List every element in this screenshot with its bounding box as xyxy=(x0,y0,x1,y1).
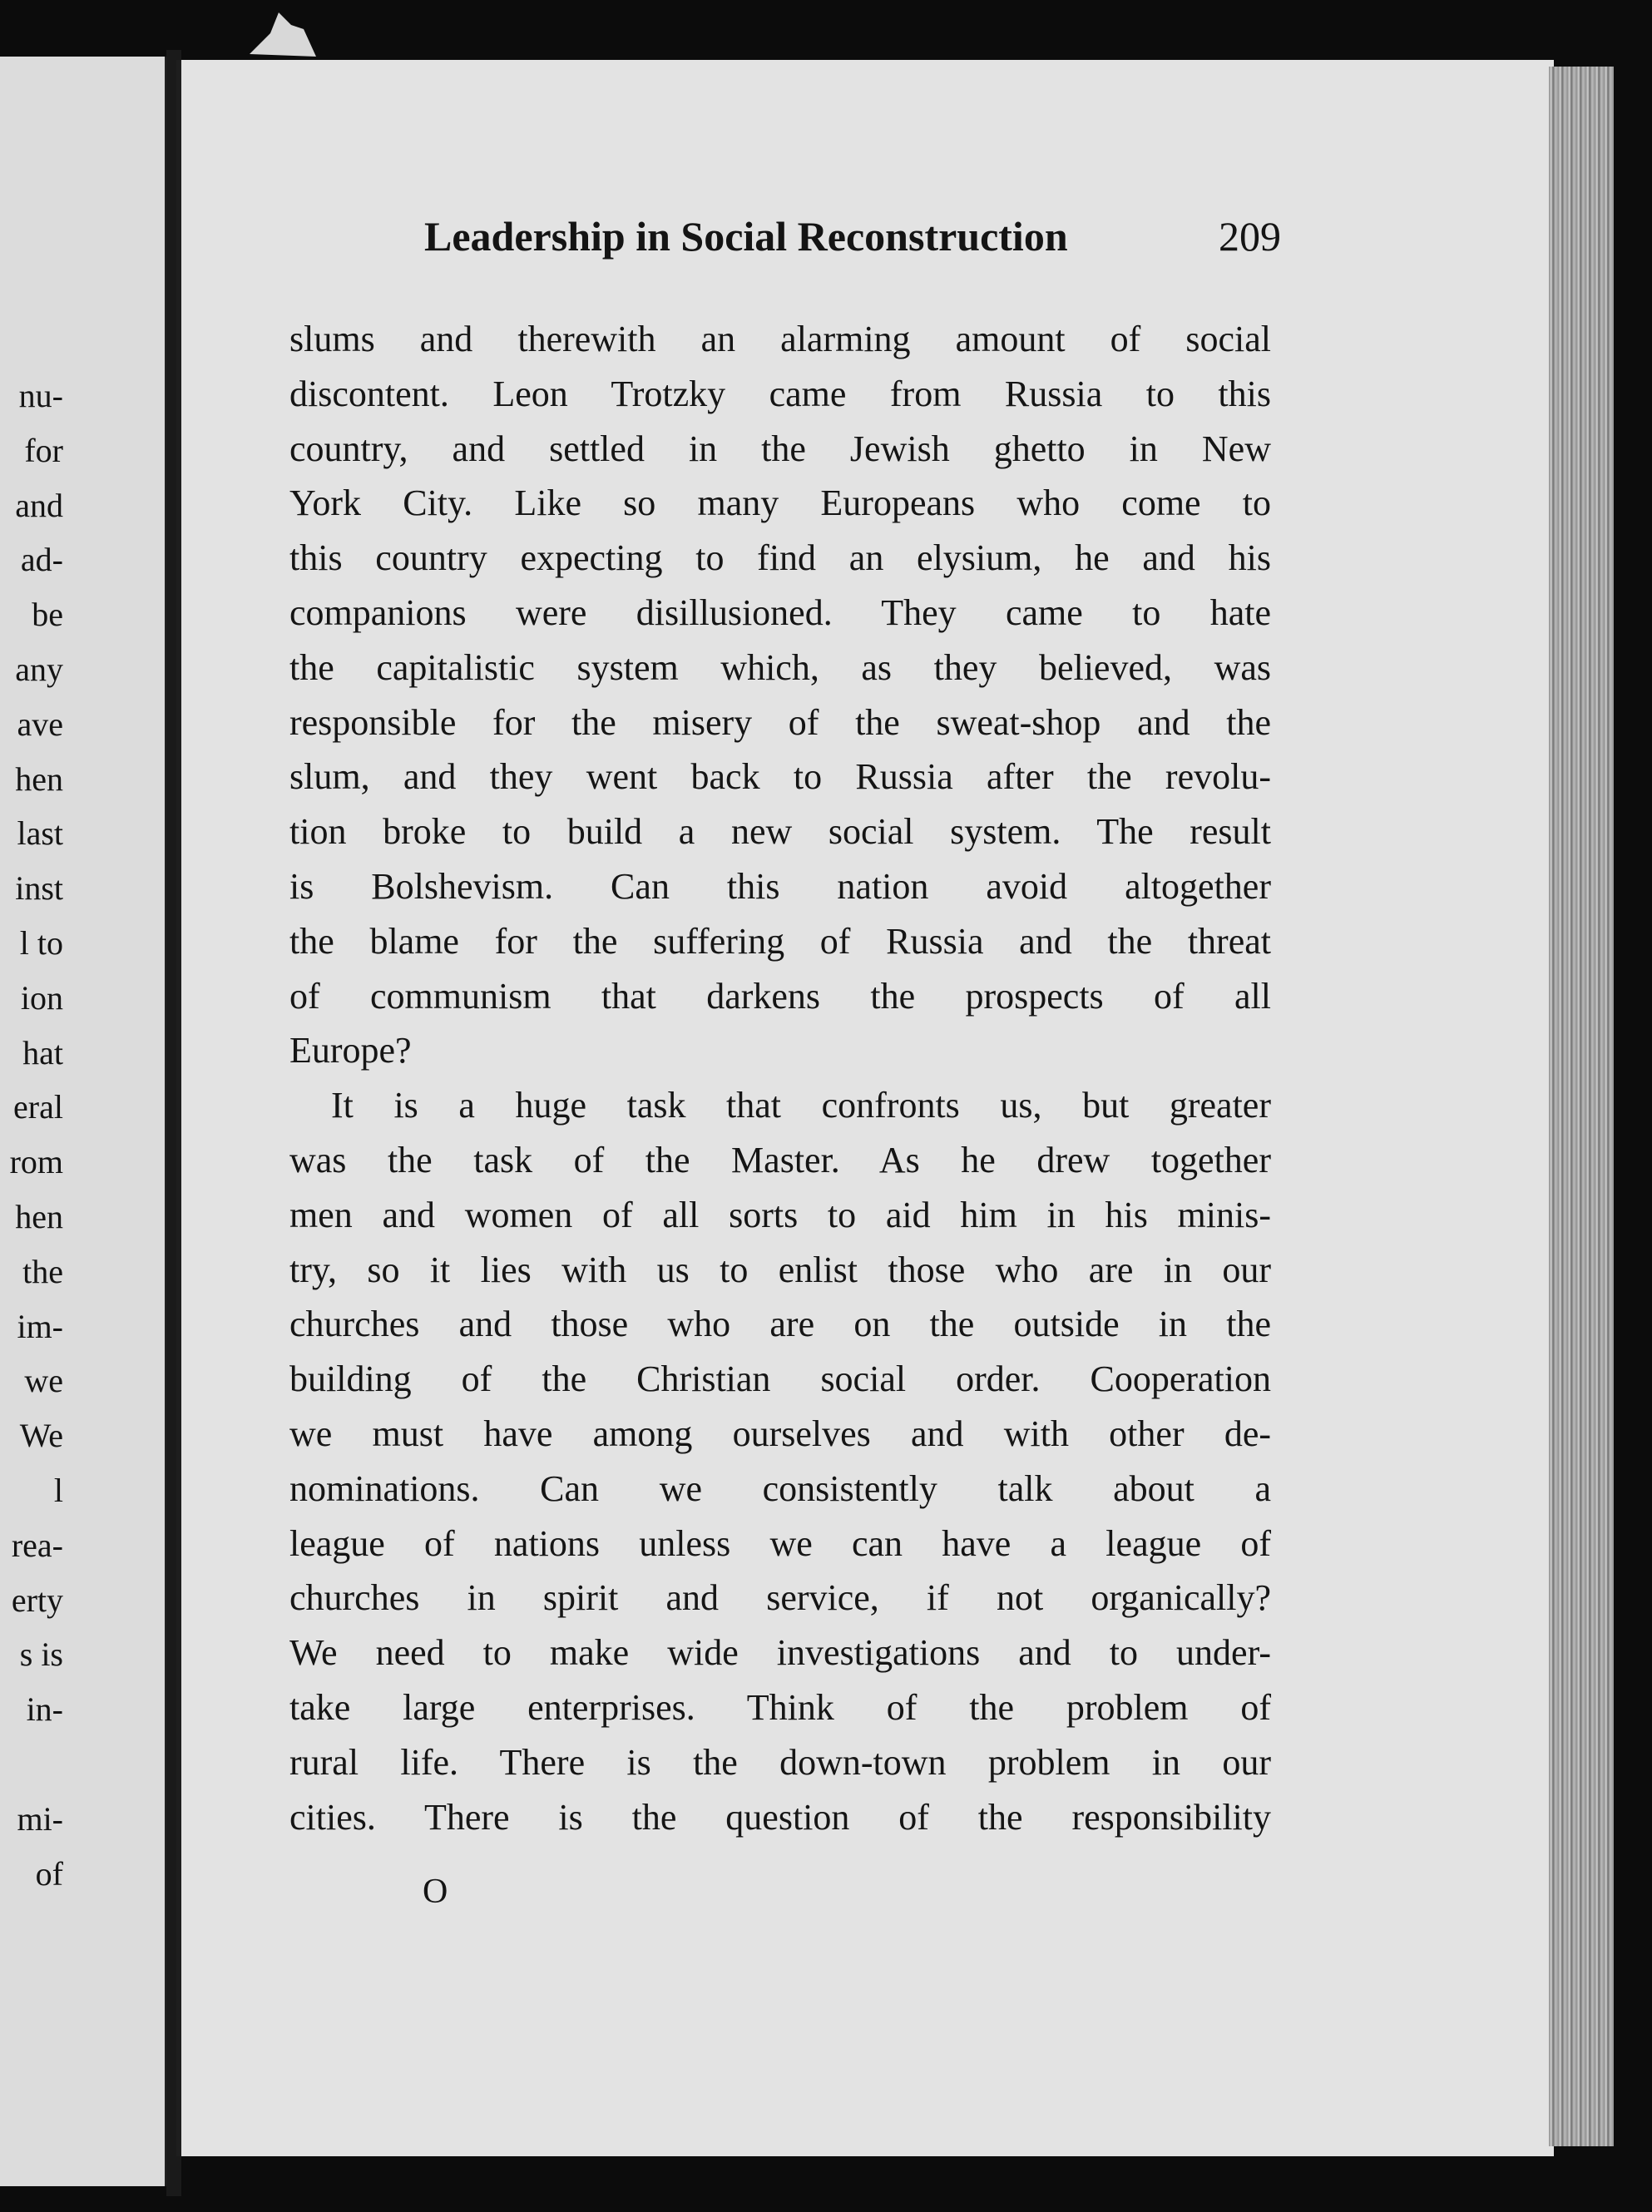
text-line: building of the Christian social order. Cooperation xyxy=(289,1358,1271,1400)
text-line: York City. Like so many Europeans who come to xyxy=(289,482,1271,524)
left-page-fragment: be xyxy=(32,596,63,634)
left-page-fragment: of xyxy=(35,1854,63,1893)
left-page-fragment: inst xyxy=(15,869,63,908)
left-page-fragment: we xyxy=(24,1362,63,1400)
signature-mark: O xyxy=(423,1873,448,1911)
left-page-fragment: last xyxy=(17,814,63,853)
left-page-fragment: hen xyxy=(15,760,63,798)
text-line: tion broke to build a new social system. The result xyxy=(289,811,1271,853)
text-line: of communism that darkens the prospects of all xyxy=(289,975,1271,1017)
text-line: league of nations unless we can have a league of xyxy=(289,1522,1271,1564)
text-line: try, so it lies with us to enlist those who are in our xyxy=(289,1249,1271,1290)
text-line: discontent. Leon Trotzky came from Russia to this xyxy=(289,373,1271,414)
left-page-fragment: eral xyxy=(13,1088,63,1126)
text-line: is Bolshevism. Can this nation avoid altogether xyxy=(289,865,1271,907)
text-line: the capitalistic system which, as they believed, was xyxy=(289,646,1271,688)
left-page-fragment: We xyxy=(19,1417,63,1455)
page-stack-edges xyxy=(1549,67,1614,2146)
left-page-fragment: ad- xyxy=(20,541,63,579)
text-line: It is a huge task that confronts us, but greater xyxy=(331,1085,1271,1126)
page-number: 209 xyxy=(1219,213,1281,260)
text-line: the blame for the suffering of Russia and the threat xyxy=(289,920,1271,962)
left-facing-page xyxy=(0,57,169,2186)
left-page-fragment xyxy=(0,1737,63,1792)
left-page-fragment: the xyxy=(22,1252,63,1290)
text-line: churches in spirit and service, if not organically? xyxy=(289,1577,1271,1619)
text-line: churches and those who are on the outside in the xyxy=(289,1304,1271,1345)
running-head-title: Leadership in Social Reconstruction xyxy=(424,213,1068,260)
text-line: nominations. Can we consistently talk about a xyxy=(289,1467,1271,1509)
text-line: responsible for the misery of the sweat-shop and the xyxy=(289,701,1271,743)
text-line: companions were disillusioned. They came to hate xyxy=(289,591,1271,633)
text-line: rural life. There is the down-town problem in our xyxy=(289,1741,1271,1783)
text-line: slum, and they went back to Russia after the revolu- xyxy=(289,756,1271,798)
left-page-fragment: l to xyxy=(19,923,63,962)
left-page-fragment: in- xyxy=(26,1690,63,1729)
text-line: cities. There is the question of the responsibility xyxy=(289,1796,1271,1838)
text-line: this country expecting to find an elysium, he and his xyxy=(289,537,1271,579)
left-page-fragment: for xyxy=(24,431,63,469)
left-page-fragment: ave xyxy=(17,705,63,743)
text-line: We need to make wide investigations and to under- xyxy=(289,1632,1271,1674)
text-line: Europe? xyxy=(289,1030,412,1071)
left-page-fragment: rom xyxy=(9,1143,63,1181)
running-head xyxy=(424,212,1281,270)
left-page-fragment: erty xyxy=(11,1581,63,1619)
text-line: country, and settled in the Jewish ghetto in New xyxy=(289,428,1271,469)
left-page-fragment: any xyxy=(15,650,63,688)
text-line: men and women of all sorts to aid him in his minis- xyxy=(289,1194,1271,1235)
text-line: slums and therewith an alarming amount of social xyxy=(289,319,1271,359)
left-page-text-fragments xyxy=(0,369,63,1901)
text-line: we must have among ourselves and with other de- xyxy=(289,1413,1271,1454)
left-page-fragment: l xyxy=(53,1471,63,1509)
left-page-fragment: hat xyxy=(22,1033,63,1071)
left-page-fragment: ion xyxy=(20,978,63,1017)
text-line: take large enterprises. Think of the problem of xyxy=(289,1686,1271,1728)
text-line: was the task of the Master. As he drew together xyxy=(289,1139,1271,1180)
left-page-fragment: im- xyxy=(17,1307,63,1345)
body-text xyxy=(289,312,1271,1844)
left-page-fragment: mi- xyxy=(17,1799,63,1838)
left-page-fragment: s is xyxy=(19,1635,63,1674)
left-page-fragment: nu- xyxy=(18,377,63,414)
scan-smudge-icon xyxy=(245,8,320,58)
left-page-fragment: rea- xyxy=(11,1526,63,1564)
left-page-fragment: and xyxy=(15,486,63,524)
left-page-fragment: hen xyxy=(15,1197,63,1235)
